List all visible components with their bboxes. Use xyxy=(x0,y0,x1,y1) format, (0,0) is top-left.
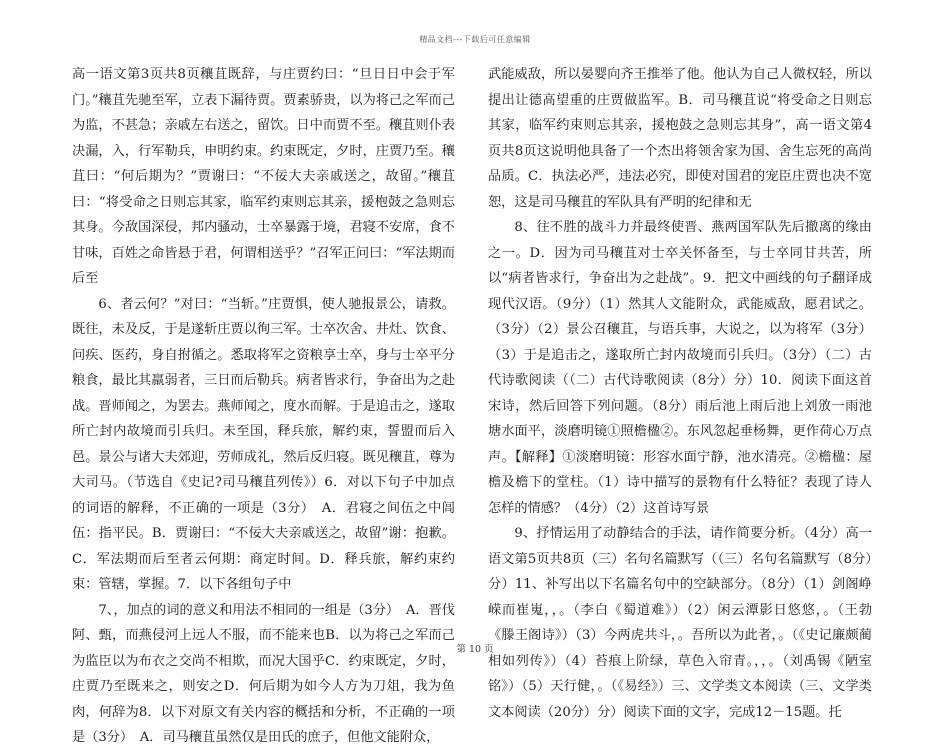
left-paragraph-1: 高一语文第3页共8页穰苴既辞，与庄贾约曰：“旦日日中会于军门。”穰苴先驰至军，立表下漏待贾。贾素骄贵，以为将己之军而己为监，不甚急；亲戚左右送之，留饮。日中而贾不至。穰苴则仆表决漏，入，行军勒兵，申明约束。约束既定，夕时，庄贾乃至。穰苴曰：“何后期为？”贾谢曰：“不佞大夫亲戚送之，故留。”穰苴曰：“将受命之日则忘其家，临军约束则忘其亲，援枹鼓之急则忘其身。今敌国深侵，邦内骚动，士卒暴露于境，君寝不安席，食不甘味，百姓之命皆悬于君，何谓相送乎？”召军正问曰：“军法期而后至 xyxy=(72,67,455,286)
right-paragraph-3: 9、抒情运用了动静结合的手法，请作简要分析。（4分）高一语文第5页共8页（三）名句名篇默写（（三）名句名篇默写（8分）分）11、补写出以下名篇名句中的空缺部分。（8分）（1）剑阁峥嵘而崔嵬，，。（李白《蜀道难》）（2）闲云潭影日悠悠，。（王勃《滕王阁诗》）（3）今两虎共斗，。吾所以为此者，。（《史记廉颇蔺相如列传》）（4）苔痕上阶绿，草色入帘青。，，。（刘禹锡《陋室铭》）（5）天行健，。（《易经》）三、文学类文本阅读（三、文学类文本阅读（20分）分）阅读下面的文字，完成12－15题。托 xyxy=(488,526,872,720)
right-column xyxy=(488,62,872,720)
page-header: 精品文档---下载后可任意编辑 xyxy=(419,35,531,44)
left-paragraph-3: 7、，加点的词的意义和用法不相同的一组是（3分） A．晋伐阿、甄，而燕侵河上远人不服，而不能来也B．以为将己之军而己为监臣以为布衣之交尚不相欺，而况大国乎C．约束既定，夕时，庄贾乃至既来之，则安之D．何后期为如今人方为刀俎，我为鱼肉，何辞为8．以下对原文有关内容的概括和分析，不正确的一项是（3分） A．司马穰苴虽然仅是田氏的庶子，但他文能附众， xyxy=(72,602,455,745)
left-column xyxy=(72,62,455,745)
left-paragraph-2: 6、者云何？”对曰：“当斩。”庄贾惧，使人驰报景公，请救。既往，未及反，于是遂斩庄贾以徇三军。士卒次舍、井灶、饮食、问疾、医药，身自拊循之。悉取将军之资粮享士卒，身与士卒平分粮食，最比其羸弱者，三日而后勒兵。病者皆求行，争奋出为之赴战。晋师闻之，为罢去。燕师闻之，度水而解。于是追击之，遂取所亡封内故境而引兵归。未至国，释兵旅，解约束，誓盟而后入邑。景公与诸大夫郊迎，劳师成礼，然后反归寝。既见穰苴，尊为大司马。（节选自《史记?司马穰苴列传》）6．对以下句子中加点的词语的解释，不正确的一项是（3分） A．君寝之间伍之中闾伍：指平民。B．贾谢曰：“不佞大夫亲戚送之，故留”谢：抱歉。C．军法期而后至者云何期：商定时间。D．释兵旅，解约束约束：管辖，掌握。7．以下各组句子中 xyxy=(72,296,455,592)
right-paragraph-1: 武能威敌，所以晏婴向齐王推举了他。他认为自己人微权轻，所以提出让德高望重的庄贾做监军。B．司马穰苴说“将受命之日则忘其家，临军约束则忘其亲，援枹鼓之急则忘其身”，高一语文第4页共8页这说明他具备了一个杰出将领舍家为国、舍生忘死的高尚品质。C．执法必严，违法必究，即使对国君的宠臣庄贾也决不宽恕，这是司马穰苴的军队具有严明的纪律和无 xyxy=(488,67,872,210)
page-number: 第 10 页 xyxy=(456,644,494,655)
right-paragraph-2: 8、往不胜的战斗力并最终使晋、燕两国军队先后撤离的缘由之一。D．因为司马穰苴对士卒关怀备至，与士卒同甘共苦，所以“病者皆求行，争奋出为之赴战”。9．把文中画线的句子翻译成现代汉语。（9分）（1）然其人文能附众，武能威敌，愿君试之。（3分）（2）景公召穰苴，与语兵事，大说之，以为将军（3分）（3）于是追击之，遂取所亡封内故境而引兵归。（3分）（二）古代诗歌阅读（（二）古代诗歌阅读（8分）分）10．阅读下面这首宋诗，然后回答下列问题。（8分）雨后池上雨后池上刘攽一雨池塘水面平，淡磨明镜①照檐楹②。东风忽起垂杨舞，更作荷心万点声。【解释】①淡磨明镜：形容水面宁静，池水清亮。②檐楹：屋檐及檐下的堂柱。（1）诗中描写的景物有什么特征？表现了诗人怎样的情感？（4分）（2）这首诗写景 xyxy=(488,220,872,516)
